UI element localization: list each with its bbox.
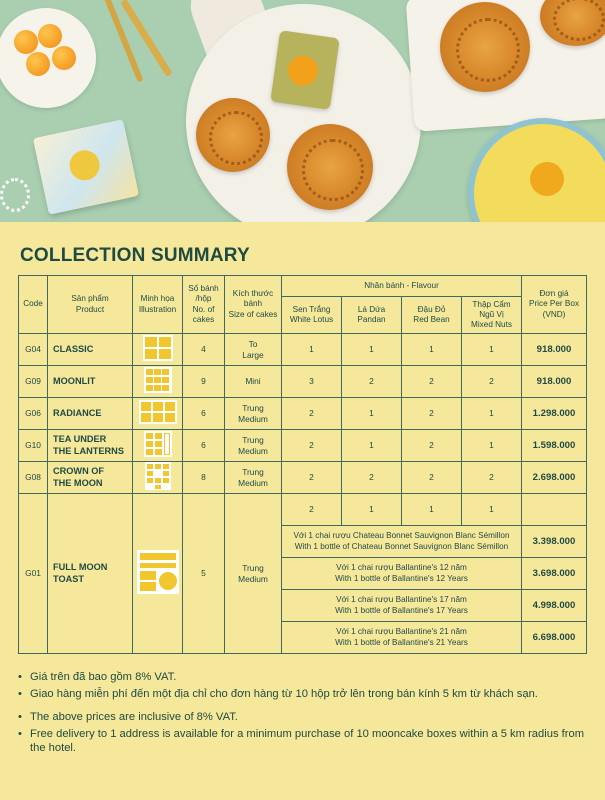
header-mixed-nuts: Thập Cẩm Ngũ Vị Mixed Nuts <box>462 297 522 334</box>
header-row <box>19 276 587 297</box>
decorative-plate <box>468 118 605 222</box>
table-row-full-moon-toast <box>19 494 587 526</box>
notes-vietnamese <box>18 670 593 703</box>
row-price: 2.698.000 <box>522 462 587 494</box>
row-size: Trung Medium <box>225 494 282 654</box>
row-size: Mini <box>225 366 282 398</box>
row-pandan: 1 <box>342 334 402 366</box>
row-mixed-nuts: 2 <box>462 366 522 398</box>
mooncake <box>196 98 270 172</box>
row-white-lotus: 2 <box>282 398 342 430</box>
collection-table <box>18 275 587 654</box>
row-code: G06 <box>19 398 48 430</box>
row-white-lotus: 2 <box>282 494 342 526</box>
row-mixed-nuts: 2 <box>462 462 522 494</box>
row-mixed-nuts: 1 <box>462 430 522 462</box>
wine-option-price: 4.998.000 <box>522 590 587 622</box>
row-illustration <box>133 334 183 366</box>
box-layout-6-icon <box>139 400 177 424</box>
row-white-lotus: 2 <box>282 462 342 494</box>
notes-english <box>18 710 593 758</box>
row-product-name: FULL MOON TOAST <box>48 494 133 654</box>
row-mixed-nuts: 1 <box>462 494 522 526</box>
table-row <box>19 430 587 462</box>
mooncake <box>440 2 530 92</box>
row-product-name: TEA UNDER THE LANTERNS <box>48 430 133 462</box>
row-code: G08 <box>19 462 48 494</box>
salted-egg-yolk <box>14 30 38 54</box>
header-illustration: Minh họa Illustration <box>133 276 183 334</box>
salted-egg-yolk <box>38 24 62 48</box>
table-row <box>19 334 587 366</box>
row-illustration <box>133 366 183 398</box>
wine-option-price: 6.698.000 <box>522 622 587 654</box>
box-layout-tea-icon <box>144 431 172 457</box>
gold-fork <box>102 0 143 83</box>
row-price: 918.000 <box>522 366 587 398</box>
table-row <box>19 366 587 398</box>
row-count: 4 <box>183 334 225 366</box>
header-red-bean: Đậu Đỏ Red Bean <box>402 297 462 334</box>
row-white-lotus: 2 <box>282 430 342 462</box>
row-red-bean: 1 <box>402 334 462 366</box>
row-pandan: 1 <box>342 398 402 430</box>
box-layout-toast-icon <box>137 550 179 594</box>
header-price: Đơn giá Price Per Box (VND) <box>522 276 587 334</box>
wine-option-price: 3.398.000 <box>522 526 587 558</box>
row-code: G01 <box>19 494 48 654</box>
header-size: Kích thước bánh Size of cakes <box>225 276 282 334</box>
salted-egg-yolk <box>52 46 76 70</box>
row-size: To Large <box>225 334 282 366</box>
header-pandan: Lá Dứa Pandan <box>342 297 402 334</box>
row-product-name: CROWN OF THE MOON <box>48 462 133 494</box>
row-code: G10 <box>19 430 48 462</box>
row-count: 6 <box>183 398 225 430</box>
row-mixed-nuts: 1 <box>462 398 522 430</box>
note-item: • The above prices are inclusive of 8% VAT. <box>18 710 593 725</box>
row-size: Trung Medium <box>225 462 282 494</box>
wine-option: Với 1 chai rượu Ballantine's 12 năm With 1 bottle of Ballantine's 12 Years <box>282 558 522 590</box>
wine-option: Với 1 chai rượu Ballantine's 17 năm With 1 bottle of Ballantine's 17 Years <box>282 590 522 622</box>
note-item: • Giá trên đã bao gồm 8% VAT. <box>18 670 593 685</box>
row-pandan: 1 <box>342 494 402 526</box>
row-illustration <box>133 462 183 494</box>
note-item: • Free delivery to 1 address is available for a minimum purchase of 10 mooncake boxes within a 5 km radius from the hotel. <box>18 727 593 756</box>
row-red-bean: 2 <box>402 430 462 462</box>
header-product: Sản phẩm Product <box>48 276 133 334</box>
row-price: 1.598.000 <box>522 430 587 462</box>
row-product-name: MOONLIT <box>48 366 133 398</box>
row-red-bean: 2 <box>402 462 462 494</box>
row-count: 9 <box>183 366 225 398</box>
row-price: 918.000 <box>522 334 587 366</box>
header-flavour: Nhân bánh - Flavour <box>282 276 522 297</box>
salted-egg-yolk <box>26 52 50 76</box>
row-price-empty <box>522 494 587 526</box>
box-layout-8-icon <box>145 462 171 490</box>
row-size: Trung Medium <box>225 430 282 462</box>
row-red-bean: 2 <box>402 366 462 398</box>
row-pandan: 2 <box>342 462 402 494</box>
hero-mooncake-photo <box>0 0 605 222</box>
box-layout-4-icon <box>143 335 173 361</box>
wine-option: Với 1 chai rượu Chateau Bonnet Sauvignon Blanc Sémillon With 1 bottle of Chateau Bonnet Sauvignon Blanc Sémillon <box>282 526 522 558</box>
wine-option: Với 1 chai rượu Ballantine's 21 năm With 1 bottle of Ballantine's 21 Years <box>282 622 522 654</box>
row-illustration <box>133 430 183 462</box>
row-count: 6 <box>183 430 225 462</box>
page-title: COLLECTION SUMMARY <box>20 245 250 266</box>
row-size: Trung Medium <box>225 398 282 430</box>
mooncake <box>287 124 373 210</box>
row-white-lotus: 1 <box>282 334 342 366</box>
row-code: G09 <box>19 366 48 398</box>
row-illustration <box>133 398 183 430</box>
row-pandan: 1 <box>342 430 402 462</box>
row-price: 1.298.000 <box>522 398 587 430</box>
wine-option-price: 3.698.000 <box>522 558 587 590</box>
header-code: Code <box>19 276 48 334</box>
box-layout-9-icon <box>144 367 172 393</box>
row-product-name: CLASSIC <box>48 334 133 366</box>
row-count: 5 <box>183 494 225 654</box>
table-row <box>19 462 587 494</box>
row-white-lotus: 3 <box>282 366 342 398</box>
header-count: Số bánh /hộp No. of cakes <box>183 276 225 334</box>
note-item: • Giao hàng miễn phí đến một địa chỉ cho đơn hàng từ 10 hộp trở lên trong bán kính 5 km từ khách sạn. <box>18 687 593 702</box>
row-product-name: RADIANCE <box>48 398 133 430</box>
header-white-lotus: Sen Trắng White Lotus <box>282 297 342 334</box>
pearl-string <box>0 178 30 212</box>
row-count: 8 <box>183 462 225 494</box>
row-illustration <box>133 494 183 654</box>
gift-box <box>33 119 139 214</box>
gold-knife <box>120 0 173 77</box>
cut-mooncake <box>270 30 339 110</box>
row-red-bean: 2 <box>402 398 462 430</box>
table-row <box>19 398 587 430</box>
row-code: G04 <box>19 334 48 366</box>
row-mixed-nuts: 1 <box>462 334 522 366</box>
row-red-bean: 1 <box>402 494 462 526</box>
row-pandan: 2 <box>342 366 402 398</box>
